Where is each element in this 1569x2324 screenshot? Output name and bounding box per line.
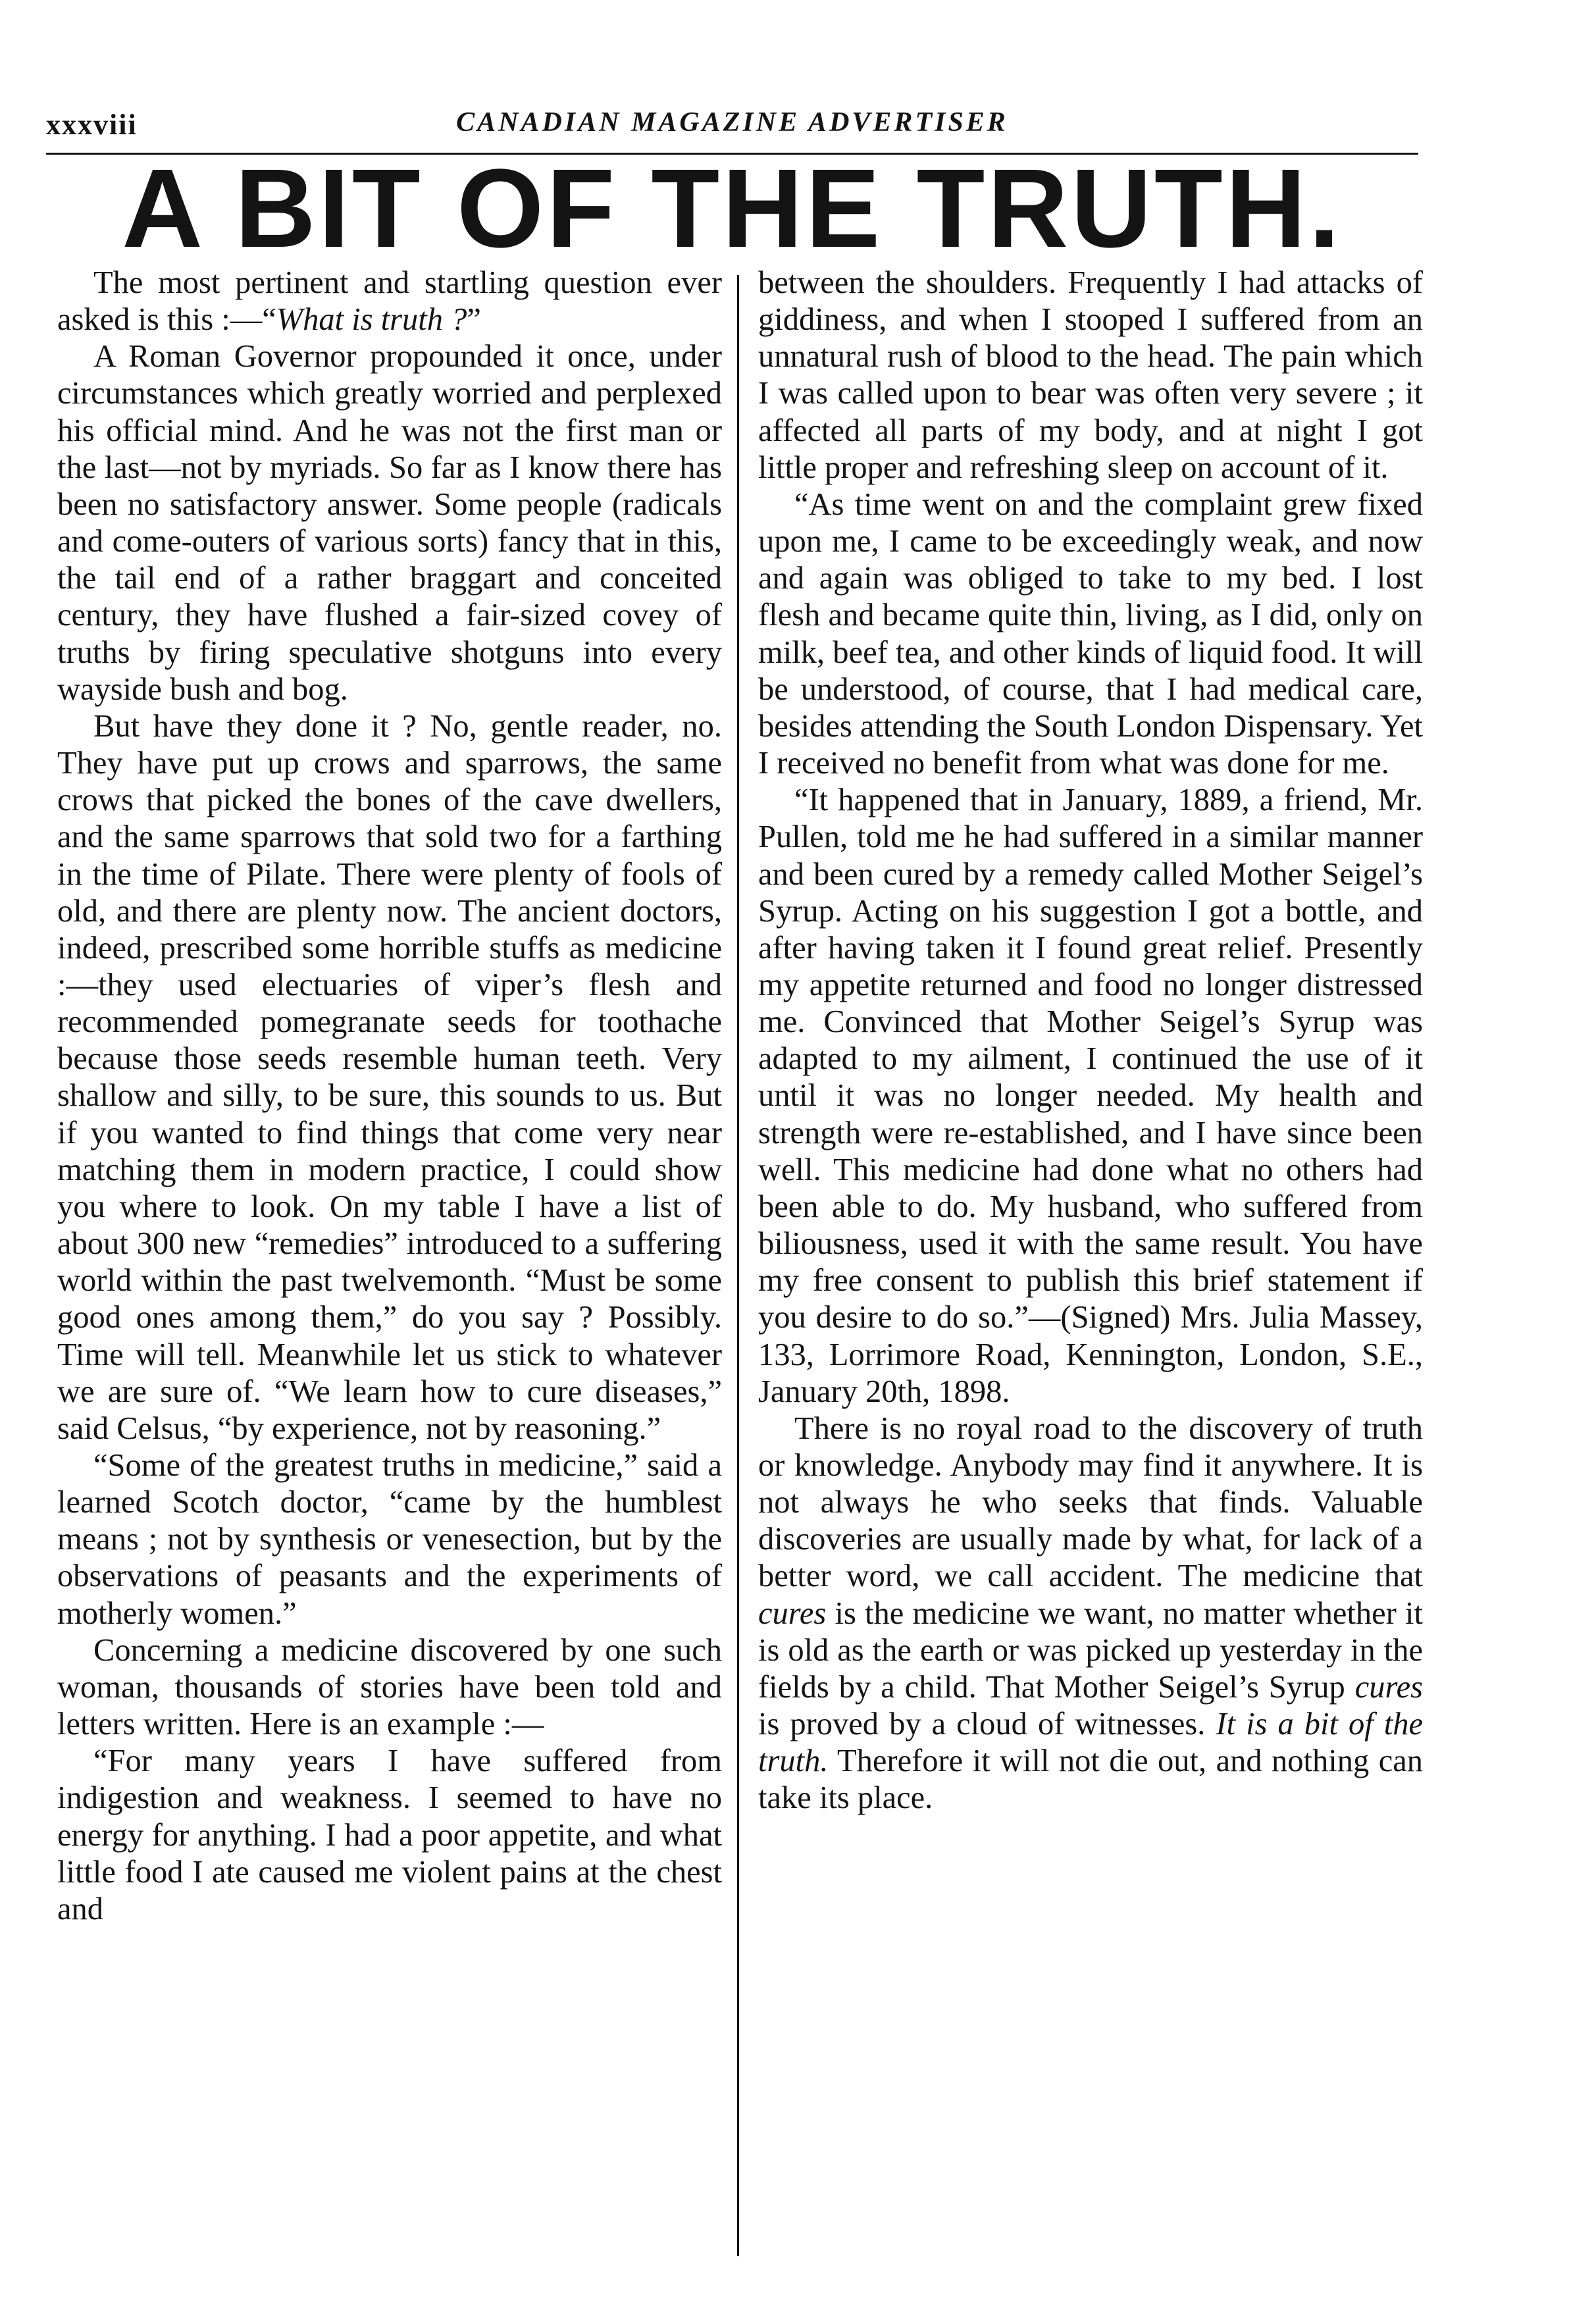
paragraph-scotch-doctor: “Some of the greatest truths in medicine,” said a learned Scotch doctor, “came by the humblest means ; not by synthesis or venesection, but by the observations of peasants and the experiments of motherly women.” <box>57 1448 722 1631</box>
paragraph-crows-and-sparrows: But have they done it ? No, gentle reader, no. They have put up crows and sparrows, the same crows that picked the bones of the cave dwellers, and the same sparrows that sold two for a farthing in the time of Pilate. There were plenty of fools of old, and there are plenty now. The ancient doctors, indeed, prescribed some horrible stuffs as medicine :—they used electuaries of viper’s flesh and recommended pomegranate seeds for toothache because those seeds resemble human teeth. Very shallow and silly, to be sure, this sounds to us. But if you wanted to find things that come very near matching them in modern practice, I could show you where to look. On my table I have a list of about 300 new “remedies” introduced to a suffering world within the past twelvemonth. “Must be some good ones among them,” do you say ? Possibly. Time will tell. Meanwhile let us stick to whatever we are sure of. “We learn how to cure diseases,” said Celsus, “by experience, not by reasoning.” <box>57 708 722 1446</box>
paragraph-testimonial-start: “For many years I have suffered from indigestion and weakness. I seemed to have no energy for anything. I had a poor appetite, and what little food I ate caused me violent pains at the chest and <box>57 1743 722 1926</box>
paragraph-example-intro: Concerning a medicine discovered by one such woman, thousands of stories have been told and letters written. Here is an example :— <box>57 1632 722 1742</box>
paragraph-opening: The most pertinent and startling question ever asked is this :—“What is truth ?” <box>57 265 722 338</box>
column-divider <box>737 275 739 2256</box>
paragraph-conclusion: There is no royal road to the discovery of truth or knowledge. Anybody may find it anywhere. It is not always he who seeks that finds. Valuable discoveries are usually made by what, for lack of a better word, we call accident. The medicine that cures is the medicine we want, no matter whether it is old as the earth or was picked up yesterday in the fields by a child. That Mother Seigel’s Syrup cures is proved by a cloud of witnesses. It is a bit of the truth. Therefore it will not die out, and nothing can take its place. <box>758 1410 1424 1816</box>
cures-italic: cures <box>1354 1669 1423 1705</box>
cures-italic: cures <box>758 1595 827 1631</box>
paragraph-cure: “It happened that in January, 1889, a friend, Mr. Pullen, told me he had suffered in a similar manner and been cured by a remedy called Mother Seigel’s Syrup. Acting on his suggestion I got a bottle, and after having taken it I found great relief. Presently my appetite returned and food no longer distressed me. Convinced that Mother Seigel’s Syrup was adapted to my ailment, I continued the use of it until it was no longer needed. My health and strength were re-established, and I have since been well. This medicine had done what no others had been able to do. My husband, who suffered from biliousness, used it with the same result. You have my free consent to publish this brief statement if you desire to do so.”—(Signed) Mrs. Julia Massey, 133, Lorrimore Road, Kennington, London, S.E., January 20th, 1898. <box>758 783 1423 1409</box>
truth-italic: It is a bit of the truth. <box>758 1707 1424 1779</box>
paragraph-roman-governor: A Roman Governor propounded it once, under circumstances which greatly worried and perplexed his official mind. And he was not the first man or the last—not by myriads. So far as I know there has been no satisfactory answer. Some people (radicals and come-outers of various sorts) fancy that in this, the tail end of a rather braggart and conceited century, they have flushed a fair-sized covey of truths by firing speculative shotguns into every wayside bush and bog. <box>57 339 722 707</box>
right-column <box>758 265 1423 1817</box>
page-number: xxxviii <box>46 109 138 141</box>
question-italic: What is truth ? <box>276 302 467 338</box>
running-head <box>46 105 1418 145</box>
paragraph-testimonial-continued: between the shoulders. Frequently I had attacks of giddiness, and when I stooped I suffered from an unnatural rush of blood to the head. The pain which I was called upon to bear was often very severe ; it affected all parts of my body, and at night I got little proper and refreshing sleep on account of it. <box>758 265 1423 485</box>
left-column <box>57 265 722 1928</box>
paragraph-complaint: “As time went on and the complaint grew fixed upon me, I came to be exceedingly weak, and now and again was obliged to take to my bed. I lost flesh and became quite thin, living, as I did, only on milk, beef tea, and other kinds of liquid food. It will be understood, of course, that I had medical care, besides attending the South London Dispensary. Yet I received no benefit from what was done for me. <box>758 486 1423 781</box>
running-title: CANADIAN MAGAZINE ADVERTISER <box>456 107 1008 138</box>
article-title: A BIT OF THE TRUTH. <box>122 146 1343 271</box>
